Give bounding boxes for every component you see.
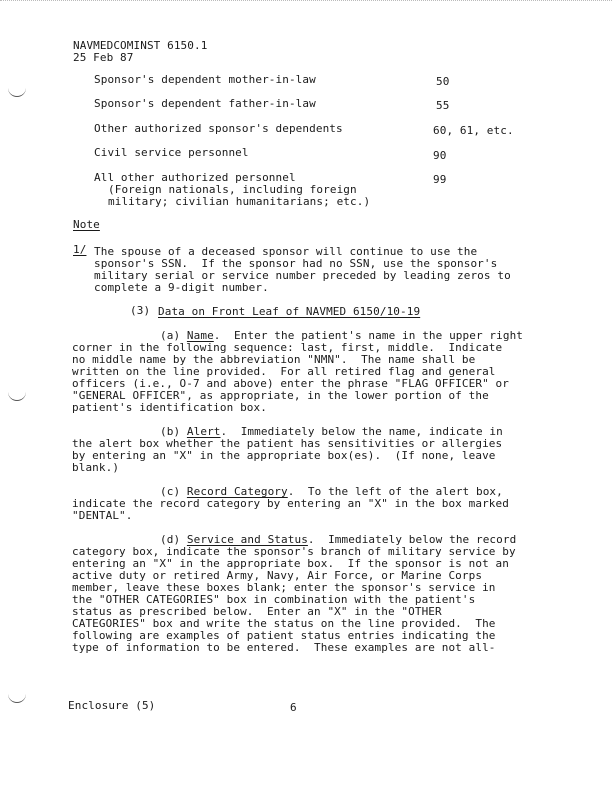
code-label: Other authorized sponsor's dependents (94, 122, 343, 135)
doc-date: 25 Feb 87 (73, 51, 134, 64)
para-line: "GENERAL OFFICER", as appropriate, in the lower portion of the (72, 389, 489, 402)
section-number: (3) (130, 304, 151, 317)
doc-id: NAVMEDCOMINST 6150.1 (73, 39, 208, 52)
section-title: Data on Front Leaf of NAVMED 6150/10-19 (158, 305, 421, 318)
punch-mark-middle (8, 392, 26, 401)
para-line: active duty or retired Army, Navy, Air Force, or Marine Corps (72, 569, 483, 582)
para-line: "DENTAL". (72, 509, 133, 522)
para-line: patient's identification box. (72, 401, 267, 414)
note-line: sponsor's SSN. If the sponsor had no SSN, use the sponsor's (94, 257, 498, 270)
code-label: Sponsor's dependent father-in-law (94, 97, 316, 110)
code-sublabel: (Foreign nationals, including foreign (108, 183, 357, 196)
para-keyword: Service and Status (186, 533, 308, 546)
punch-mark-bottom (8, 694, 26, 703)
code-value: 90 (433, 149, 447, 162)
code-label: Civil service personnel (94, 146, 249, 159)
para-line: entering an "X" in the appropriate box. If the sponsor is not an (72, 557, 509, 570)
note-line: The spouse of a deceased sponsor will continue to use the (94, 245, 478, 258)
footer-enclosure: Enclosure (5) (68, 699, 156, 712)
para-text: . Immediately below the name, indicate in (220, 425, 503, 438)
code-value: 60, 61, etc. (433, 124, 514, 137)
para-text: . To the left of the alert box, (287, 485, 503, 498)
para-line: by entering an "X" in the appropriate box(es). (If none, leave (72, 449, 496, 462)
scan-edge (0, 0, 612, 3)
code-sublabel: military; civilian humanitarians; etc.) (108, 195, 371, 208)
para-line: type of information to be entered. These examples are not all- (72, 641, 496, 654)
para-line: indicate the record category by entering an "X" in the box marked (72, 497, 509, 510)
code-value: 50 (436, 75, 450, 88)
code-label: All other authorized personnel (94, 171, 296, 184)
note-marker: 1/ (73, 243, 87, 256)
para-label: (c) (160, 485, 181, 498)
code-label: Sponsor's dependent mother-in-law (94, 73, 316, 86)
para-line: the alert box whether the patient has sensitivities or allergies (72, 437, 503, 450)
para-line: corner in the following sequence: last, first, middle. Indicate (72, 341, 503, 354)
para-label: (d) (160, 533, 181, 546)
code-value: 99 (433, 173, 447, 186)
para-line: written on the line provided. For all retired flag and general (72, 365, 496, 378)
note-line: military serial or service number preceded by leading zeros to (94, 269, 511, 282)
para-line: officers (i.e., O-7 and above) enter the phrase "FLAG OFFICER" or (72, 377, 509, 390)
para-keyword: Name (186, 329, 214, 342)
punch-mark-top (8, 88, 26, 97)
note-heading: Note (73, 218, 100, 231)
para-text: . Immediately below the record (307, 533, 517, 546)
para-text: . Enter the patient's name in the upper right (213, 329, 524, 342)
para-line: CATEGORIES" box and write the status on the line provided. The (72, 617, 496, 630)
note-line: complete a 9-digit number. (94, 281, 269, 294)
para-keyword: Record Category (186, 485, 288, 498)
para-line: member, leave these boxes blank; enter the sponsor's service in (72, 581, 496, 594)
footer-page-number: 6 (290, 701, 297, 714)
para-line: category box, indicate the sponsor's branch of military service by (72, 545, 516, 558)
para-label: (b) (160, 425, 181, 438)
para-line: the "OTHER CATEGORIES" box in combination with the patient's (72, 593, 476, 606)
para-line: following are examples of patient status entries indicating the (72, 629, 496, 642)
para-line: blank.) (72, 461, 120, 474)
para-line: no middle name by the abbreviation "NMN". The name shall be (72, 353, 476, 366)
para-label: (a) (160, 329, 181, 342)
para-keyword: Alert (186, 425, 221, 438)
code-value: 55 (436, 99, 450, 112)
para-line: status as prescribed below. Enter an "X" in the "OTHER (72, 605, 442, 618)
